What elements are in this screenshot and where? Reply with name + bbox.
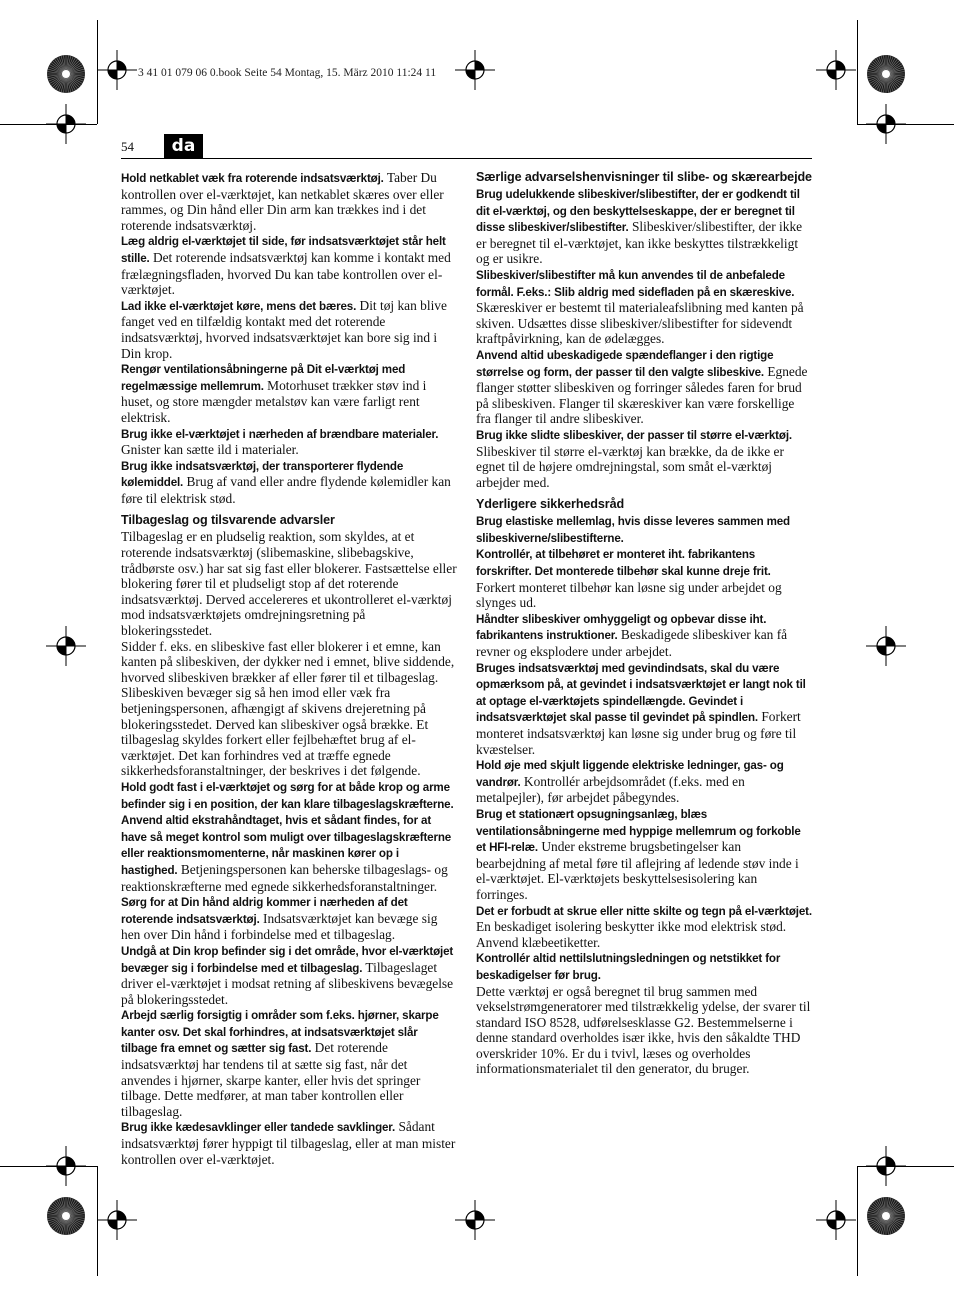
paragraph-body: Forkert monteret tilbehør kan løsne sig under arbejdet og slynges ud. bbox=[476, 579, 782, 611]
paragraph bbox=[476, 427, 812, 490]
paragraph bbox=[121, 1119, 457, 1167]
paragraph bbox=[121, 233, 457, 297]
paragraph bbox=[121, 458, 457, 507]
paragraph-body: Under ekstreme brugsbetingelser kan bearbejdning af metal føre til aflejring af ledende støv inde i el-værktøjet. El-værktøjets beskyttelsesisolering kan forringes. bbox=[476, 839, 799, 902]
registration-mark-icon bbox=[866, 104, 906, 144]
registration-mark-icon bbox=[46, 104, 86, 144]
right-column bbox=[476, 170, 812, 1077]
paragraph-body: Gnister kan sætte ild i materialer. bbox=[121, 442, 299, 458]
registration-mark-icon bbox=[97, 50, 137, 90]
paragraph bbox=[476, 186, 812, 267]
paragraph-body: Tilbageslaget driver el-værktøjet i modsat retning af slibeskivens bevægelse på blokeringsstedet. bbox=[121, 959, 454, 1007]
paragraph bbox=[121, 943, 457, 1007]
left-column bbox=[121, 170, 457, 1167]
paragraph-body: Dette værktøj er også beregnet til brug sammen med vekselstrømgeneratorer med tilstrækkelig ydelse, der svarer til standard ISO 8528, udførelsesklasse G2. Bestemmelserne i denne standard overholdes især ikke, hvis den såkaldte THD overskrider 10%. Er du i tvivl, læses og overholdes informationsmaterialet til den generator, du bruger. bbox=[476, 983, 811, 1077]
paragraph-body: Slibeskiver/slibestifter, der ikke er beregnet til el-værktøjet, kan ikke beskyttes tilstrækkeligt og er usikre. bbox=[476, 219, 803, 267]
paragraph-body: Kontrollér arbejdsområdet (f.eks. med en metalpejler), før arbejdet påbegyndes. bbox=[476, 773, 745, 806]
registration-mark-icon bbox=[455, 1200, 495, 1240]
paragraph bbox=[476, 267, 812, 347]
color-target-icon bbox=[865, 1195, 907, 1237]
registration-mark-icon bbox=[816, 50, 856, 90]
paragraph bbox=[476, 950, 812, 983]
paragraph-lead: Undgå at Din krop befinder sig i det område, hvor el-værktøjet bevæger sig i forbindelse med et tilbageslag. bbox=[121, 944, 454, 975]
paragraph-lead: Kontrollér, at tilbehøret er monteret iht. fabrikantens forskrifter. Det monterede tilbehør skal kunne dreje frit. bbox=[476, 548, 771, 579]
paragraph bbox=[121, 639, 457, 779]
paragraph-lead: Brug ikke el-værktøjet i nærheden af brændbare materialer. bbox=[121, 427, 439, 441]
registration-mark-icon bbox=[46, 626, 86, 666]
paragraph-body: Det roterende indsatsværktøj har tendens til at sætte sig fast, når det anvendes i hjørner, skarpe kanter, eller hvis det springer tilbage. Dette medfører, at man taber kontrollen eller tilbageslag. bbox=[121, 1040, 421, 1119]
paragraph-lead: Brug et stationært opsugningsanlæg, blæs ventilationsåbningerne med hyppige mellemrum og forkoble et HFI-relæ. bbox=[476, 807, 801, 855]
paragraph bbox=[121, 779, 457, 894]
paragraph-lead: Bruges indsatsværktøj med gevindindsats, skal du være opmærksom på, at gevindet i indsatsværktøjet er langt nok til at optage el-værktøjets spindellængde. Gevindet i indsatsværktøjet skal passe til gevindet på spindlen. bbox=[476, 661, 806, 725]
registration-mark-icon bbox=[866, 626, 906, 666]
color-target-icon bbox=[45, 1195, 87, 1237]
paragraph-lead: Håndter slibeskiver omhyggeligt og opbevar disse iht. fabrikantens instruktioner. bbox=[476, 612, 767, 643]
paragraph-lead: Hold godt fast i el-værktøjet og sørg for at både krop og arme befinder sig i en position, der kan klare tilbageslagskræfterne. Anvend altid ekstrahåndtaget, hvis et sådant findes, for at have så meget kontrol som muligt over tilbageslagskræfterne eller reaktionsmomenterne, når maskinen kører op i hastighed. bbox=[121, 780, 454, 877]
header-rule bbox=[121, 158, 812, 159]
paragraph-body: Tilbageslag er en pludselig reaktion, som skyldes, at et roterende indsatsværktøj (slibemaskine, slibebagskive, trådbørste osv.) har sat sig fast eller blokerer. Fastsættelse eller blokering fører til et pludseligt stop af det roterende indsatsværktøj. Derved accelereres et ukontrolleret el-værktøj mod indsatsværktøjets omdrejningsretning på blokeringsstedet. bbox=[121, 529, 457, 639]
paragraph-lead: Rengør ventilationsåbningerne på Dit el-værktøj med regelmæssige mellemrum. bbox=[121, 363, 406, 393]
paragraph bbox=[121, 1007, 457, 1119]
section-heading: Særlige advarselshenvisninger til slibe- og skærearbejde bbox=[476, 170, 812, 184]
paragraph-body: Egnede flanger støtter slibeskiven og forringer således faren for brud på slibeskiven. Flanger til skæreskiver kan være forskellige fra flanger til andre slibeskiver. bbox=[476, 363, 808, 427]
paragraph bbox=[476, 757, 812, 806]
registration-mark-icon bbox=[455, 50, 495, 90]
paragraph-lead: Brug ikke indsatsværktøj, der transporterer flydende kølemiddel. bbox=[121, 459, 404, 490]
paragraph-body: Indsatsværktøjet kan bevæge sig hen over Din hånd i forbindelse med et tilbageslag. bbox=[121, 910, 438, 943]
paragraph bbox=[121, 894, 457, 943]
paragraph-body: Brug af vand eller andre flydende kølemidler kan føre til elektrisk stød. bbox=[121, 474, 451, 506]
print-crop-info: 3 41 01 079 06 0.book Seite 54 Montag, 15. März 2010 11:24 11 bbox=[138, 67, 437, 79]
language-badge: da bbox=[164, 134, 203, 158]
paragraph-lead: Brug udelukkende slibeskiver/slibestifter, der er godkendt til dit el-værktøj, og den beskyttelseskappe, der er beregnet til disse slibeskiver/slibestifter. bbox=[476, 188, 800, 235]
paragraph-lead: Kontrollér altid nettilslutningsledningen og netstikket for beskadigelser før brug. bbox=[476, 952, 781, 982]
paragraph bbox=[476, 903, 812, 951]
crop-line bbox=[857, 20, 858, 124]
paragraph-lead: Brug ikke slidte slibeskiver, der passer til større el-værktøj. bbox=[476, 428, 792, 442]
paragraph-body: Taber Du kontrollen over el-værktøjet, kan netkablet skæres over eller rammes, og Din hånd eller Din arm kan trækkes ind i det roterende indsatsværktøj. bbox=[121, 170, 444, 233]
section-heading: Yderligere sikkerhedsråd bbox=[476, 497, 625, 512]
paragraph-body: Skæreskiver er bestemt til materialeafslibning med kanten på skiven. Udsættes disse slibeskiver/slibestifter for sidevendt kraftpåvirkning, kan de ødelægges. bbox=[476, 300, 804, 347]
paragraph-body: Sidder f. eks. en slibeskive fast eller blokerer i et emne, kan kanten på slibeskiven, der dykker ned i emnet, blive siddende, hvorved slibeskiven brækker af eller fører til et tilbageslag. Slibeskiven bevæger sig så hen imod eller væk fra betjeningspersonen, afhængigt af skivens drejeretning på blokeringsstedet. Derved kan slibeskiver også brække. Et tilbageslag skyldes forkert eller fejlbehæftet brug af el-værktøjet. Det kan forhindres ved at træffe egnede sikkerhedsforanstaltninger, der beskrives i det følgende. bbox=[121, 638, 455, 779]
paragraph bbox=[476, 806, 812, 903]
paragraph-lead: Sørg for at Din hånd aldrig kommer i nærheden af det roterende indsatsværktøj. bbox=[121, 896, 408, 926]
paragraph-lead: Lad ikke el-værktøjet køre, mens det bæres. bbox=[121, 299, 357, 313]
paragraph-lead: Brug elastiske mellemlag, hvis disse leveres sammen med slibeskiverne/slibestifterne. bbox=[476, 515, 790, 545]
registration-mark-icon bbox=[97, 1200, 137, 1240]
paragraph-body: Det roterende indsatsværktøj kan komme i kontakt med frælægningsfladen, hvorved Du kan tabe kontrollen over el-værktøjet. bbox=[121, 249, 451, 298]
paragraph-body: Dit tøj kan blive fanget ved en tilfældig kontakt med det roterende indsatsværktøj, hvorved indsatsværktøjet kan bore sig ind i Din krop. bbox=[121, 297, 447, 361]
paragraph-body: Betjeningspersonen kan beherske tilbageslags- og reaktionskræfterne med egnede sikkerhedsforanstaltninger. bbox=[121, 861, 448, 894]
paragraph bbox=[476, 660, 812, 758]
paragraph-lead: Arbejd særlig forsigtig i områder som f.eks. hjørner, skarpe kanter osv. Det skal forhindres, at indsatsværktøjet slår tilbage fra emnet og sætter sig fast. bbox=[121, 1009, 439, 1056]
section-heading: Tilbageslag og tilsvarende advarsler bbox=[121, 513, 335, 528]
paragraph bbox=[476, 513, 812, 546]
paragraph-lead: Anvend altid ubeskadigede spændeflanger i den rigtige størrelse og form, der passer til den valgte slibeskive. bbox=[476, 348, 774, 379]
paragraph bbox=[121, 361, 457, 425]
registration-mark-icon bbox=[46, 1146, 86, 1186]
paragraph-lead: Hold netkablet væk fra roterende indsatsværktøj. bbox=[121, 172, 384, 185]
crop-line bbox=[857, 1166, 858, 1276]
paragraph-body: En beskadiget isolering beskytter ikke mod elektrisk stød. Anvend klæbeetiketter. bbox=[476, 919, 787, 950]
paragraph-body: Sådant indsatsværktøj fører hyppigt til tilbageslag, eller at man mister kontrollen over el-værktøjet. bbox=[121, 1119, 456, 1167]
paragraph bbox=[121, 529, 457, 638]
paragraph-lead: Brug ikke kædesavklinger eller tandede savklinger. bbox=[121, 1121, 396, 1135]
page-number: 54 bbox=[121, 139, 134, 154]
paragraph-body: Beskadigede slibeskiver kan få revner og eksplodere under arbejdet. bbox=[476, 627, 788, 660]
registration-mark-icon bbox=[816, 1200, 856, 1240]
paragraph-body: Motorhuset trækker støv ind i huset, og store mængder metalstøv kan være farligt rent elektrisk. bbox=[121, 377, 427, 425]
paragraph-body: Forkert monteret indsatsværktøj kan løsne sig under brug og føre til kvæstelser. bbox=[476, 709, 801, 757]
color-target-icon bbox=[865, 53, 907, 95]
paragraph bbox=[121, 170, 457, 233]
registration-mark-icon bbox=[866, 1146, 906, 1186]
paragraph-lead: Det er forbudt at skrue eller nitte skilte og tegn på el-værktøjet. bbox=[476, 904, 812, 918]
paragraph-lead: Læg aldrig el-værktøjet til side, før indsatsværktøjet står helt stille. bbox=[121, 235, 446, 265]
paragraph-body: Slibeskiver til større el-værktøj kan brække, da de ikke er egnet til de højere omdrejningstal, som småt el-værktøj arbejder med. bbox=[476, 443, 784, 490]
paragraph bbox=[476, 984, 812, 1078]
paragraph bbox=[476, 347, 812, 427]
paragraph bbox=[121, 298, 457, 361]
paragraph bbox=[121, 426, 457, 458]
paragraph bbox=[476, 546, 812, 610]
paragraph-lead: Slibeskiver/slibestifter må kun anvendes til de anbefalede formål. F.eks.: Slib aldrig med sidefladen på en skæreskive. bbox=[476, 268, 795, 299]
paragraph-lead: Hold øje med skjult liggende elektriske ledninger, gas- og vandrør. bbox=[476, 759, 784, 789]
color-target-icon bbox=[45, 53, 87, 95]
paragraph bbox=[476, 611, 812, 660]
